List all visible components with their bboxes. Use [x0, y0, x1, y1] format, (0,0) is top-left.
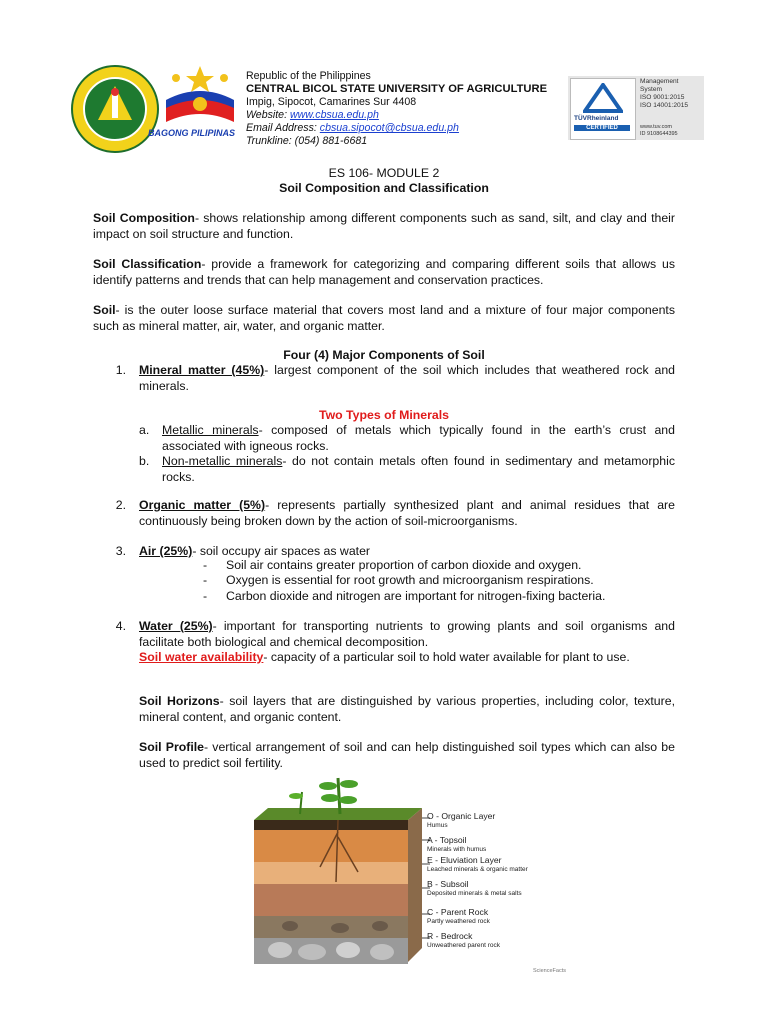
mineral-letter: a. — [139, 423, 150, 437]
cert-line-2: System — [640, 86, 662, 93]
layer-b: B - Subsoil Deposited minerals & metal salts — [427, 879, 522, 897]
cert-line-1: Management — [640, 78, 679, 85]
tuv-triangle-icon — [583, 83, 623, 113]
definition-soil-horizons: Soil Horizons- soil layers that are distinguished by various properties, including color, texture, mineral content, and organic content. — [139, 694, 675, 724]
republic-line: Republic of the Philippines — [246, 70, 371, 82]
layer-a: A - Topsoil Minerals with humus — [427, 835, 487, 853]
definition-soil-profile: Soil Profile- vertical arrangement of soil and can help distinguished soil types which can also be used to predict soil fertility. — [139, 740, 675, 770]
soil-profile-diagram — [250, 772, 572, 976]
cert-web: www.tuv.com — [640, 124, 672, 130]
mineral-non-metallic: Non-metallic minerals- do not contain metals often found in sedimentary and metamorphic rocks. — [162, 454, 675, 484]
component-air: Air (25%)- soil occupy air spaces as water — [139, 544, 371, 558]
component-water: Water (25%)- important for transporting nutrients to growing plants and soil organisms and facilitate both biological and chemical decomposition. — [139, 619, 675, 649]
layer-e: E - Eluviation Layer Leached minerals & organic matter — [427, 855, 528, 873]
bagong-pilipinas-text: BAGONG PILIPINAS — [148, 128, 236, 138]
layer-r: R - Bedrock Unweathered parent rock — [427, 931, 500, 949]
cert-line-3: ISO 9001:2015 — [640, 94, 685, 101]
module-title: ES 106- MODULE 2 — [328, 166, 440, 180]
component-number: 2. — [115, 498, 126, 512]
component-organic-matter: Organic matter (5%)- represents partially synthesized plant and animal residues that are continuously being broken down by the action of soil-microorganisms. — [139, 498, 675, 528]
module-subtitle: Soil Composition and Classification — [279, 181, 489, 195]
tuv-certification-badge — [568, 76, 704, 140]
minerals-heading: Two Types of Minerals — [318, 408, 450, 422]
mineral-letter: b. — [139, 454, 150, 468]
air-point: Soil air contains greater proportion of carbon dioxide and oxygen. — [226, 558, 582, 572]
component-mineral-matter: Mineral matter (45%)- largest component of the soil which includes that weathered rock and minerals. — [139, 363, 676, 393]
cert-line-4: ISO 14001:2015 — [640, 102, 689, 109]
website-label: Website: — [246, 109, 290, 121]
components-heading: Four (4) Major Components of Soil — [283, 348, 485, 362]
definition-soil-classification: Soil Classification- provide a framework for categorizing and comparing different soils that allows us identify patterns and trends that can help management and conservation practices. — [93, 257, 675, 287]
trunkline: Trunkline: (054) 881-6681 — [246, 135, 368, 147]
layer-o: O - Organic Layer Humus — [427, 811, 496, 829]
bullet-dash: - — [203, 558, 208, 572]
header-text — [246, 70, 547, 148]
email-label: Email Address: — [246, 122, 320, 134]
university-name: CENTRAL BICOL STATE UNIVERSITY OF AGRICULTURE — [246, 83, 548, 95]
soil-water-availability: Soil water availability- capacity of a particular soil to hold water available for plant to use. — [139, 650, 630, 664]
diagram-credit: ScienceFacts — [532, 968, 566, 974]
component-number: 1. — [115, 363, 126, 377]
component-number: 3. — [115, 544, 126, 558]
cert-id: ID 9108644395 — [640, 131, 678, 137]
mineral-metallic: Metallic minerals- composed of metals which typically found in the earth’s crust and associated with igneous rocks. — [162, 423, 675, 453]
definition-soil: Soil- is the outer loose surface material that covers most land and a mixture of four major components such as mineral matter, air, water, and organic matter. — [93, 303, 675, 333]
component-number: 4. — [115, 619, 126, 633]
email-link[interactable]: cbsua.sipocot@cbsua.edu.ph — [319, 122, 459, 134]
cbsua-seal-logo — [70, 64, 160, 154]
layer-c: C - Parent Rock Partly weathered rock — [427, 907, 490, 925]
tuv-brand: TÜVRheinland — [574, 115, 619, 122]
air-point: Carbon dioxide and nitrogen are important for nitrogen-fixing bacteria. — [226, 589, 606, 603]
bagong-pilipinas-logo — [148, 64, 240, 144]
tuv-certified: CERTIFIED — [574, 125, 630, 131]
definition-soil-composition: Soil Composition- shows relationship among different components such as sand, silt, and clay and their impact on soil structure and function. — [93, 211, 675, 241]
address-line: Impig, Sipocot, Camarines Sur 4408 — [246, 96, 417, 108]
bullet-dash: - — [203, 589, 208, 603]
website-link[interactable]: www.cbsua.edu.ph — [289, 109, 379, 121]
bullet-dash: - — [203, 573, 208, 587]
air-point: Oxygen is essential for root growth and microorganism respirations. — [226, 573, 594, 587]
